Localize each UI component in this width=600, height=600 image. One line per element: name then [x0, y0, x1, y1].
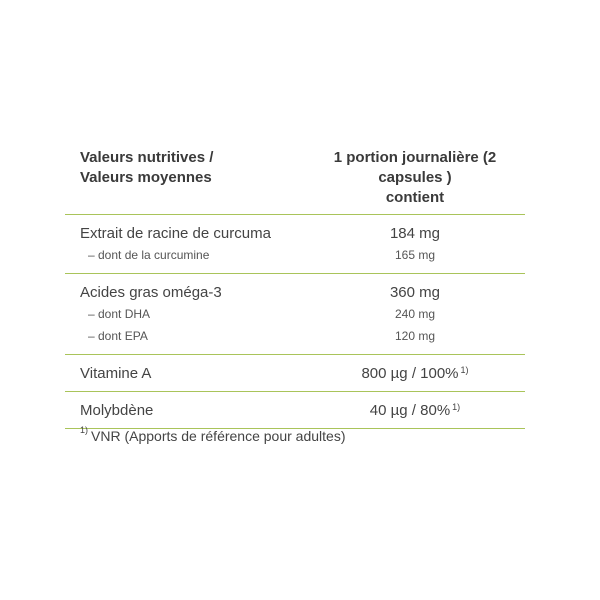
row-value: 360 mg	[389, 284, 441, 301]
row-sub-value: 240 mg	[394, 307, 436, 321]
nutrition-table	[65, 148, 525, 429]
row-label: Acides gras oméga-3	[80, 284, 222, 301]
footnote-ref: 1)	[452, 402, 461, 412]
row-sub-label: – dont EPA	[88, 329, 148, 343]
footnote-ref: 1)	[460, 365, 469, 375]
header-col2-line2: capsules )	[378, 169, 452, 186]
table-header	[65, 148, 525, 215]
footnote-marker: 1)	[80, 425, 89, 435]
row-label: Extrait de racine de curcuma	[80, 225, 271, 242]
header-nutrients	[65, 148, 320, 208]
row-value: 40 µg / 80%	[369, 402, 451, 419]
table-row	[65, 274, 525, 355]
row-sub-label: – dont DHA	[88, 307, 151, 321]
header-portion	[320, 148, 525, 208]
row-label: Molybdène	[80, 402, 154, 419]
row-value: 800 µg / 100%	[361, 365, 459, 382]
row-sub-label: – dont de la curcumine	[88, 248, 210, 262]
header-col1-line2: Valeurs moyennes	[80, 169, 212, 186]
footnote	[80, 425, 346, 444]
table-row	[65, 392, 525, 429]
table-row	[65, 355, 525, 392]
row-sub-value: 165 mg	[394, 248, 436, 262]
header-col2-line1: 1 portion journalière (2	[333, 149, 497, 166]
row-value: 184 mg	[389, 225, 441, 242]
header-col1-line1: Valeurs nutritives /	[80, 149, 214, 166]
row-sub-value: 120 mg	[394, 329, 436, 343]
table-row	[65, 215, 525, 274]
header-col2-line3: contient	[385, 189, 445, 206]
footnote-text: VNR (Apports de référence pour adultes)	[91, 428, 346, 444]
row-label: Vitamine A	[80, 365, 152, 382]
